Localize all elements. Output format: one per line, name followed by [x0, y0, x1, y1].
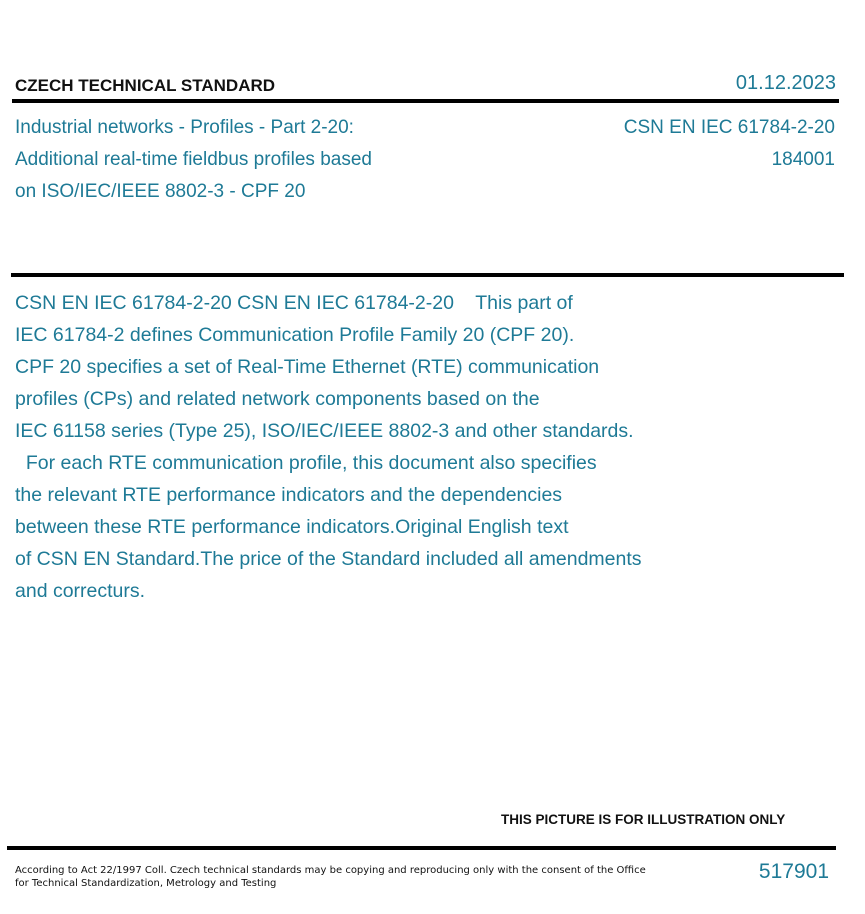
description-line: profiles (CPs) and related network components based on the — [15, 388, 540, 410]
description-line: the relevant RTE performance indicators and the dependencies — [15, 484, 563, 506]
illustration-disclaimer: THIS PICTURE IS FOR ILLUSTRATION ONLY — [501, 812, 786, 827]
description-block — [15, 287, 735, 607]
title-line: on ISO/IEC/IEEE 8802-3 - CPF 20 — [15, 181, 306, 202]
legal-notice-line: According to Act 22/1997 Coll. Czech technical standards may be copying and reproducing only with the consent of the Office — [15, 865, 646, 876]
title-line: Industrial networks - Profiles - Part 2-20: — [15, 117, 354, 138]
description-line: CPF 20 specifies a set of Real-Time Ethernet (RTE) communication — [15, 356, 600, 378]
legal-notice — [15, 864, 646, 890]
standard-code: CSN EN IEC 61784-2-20 — [623, 117, 835, 138]
title-divider — [11, 273, 844, 277]
title-line: Additional real-time fieldbus profiles based — [15, 149, 372, 170]
catalog-number: 184001 — [771, 149, 835, 170]
description-line: CSN EN IEC 61784-2-20 CSN EN IEC 61784-2-20 This part of — [15, 292, 573, 314]
description-line: IEC 61784-2 defines Communication Profile Family 20 (CPF 20). — [15, 324, 575, 346]
description-line: of CSN EN Standard.The price of the Standard included all amendments — [15, 548, 642, 570]
description-line: between these RTE performance indicators.Original English text — [15, 516, 569, 538]
description-line: For each RTE communication profile, this document also specifies — [15, 452, 597, 474]
description-line: and correcturs. — [15, 580, 146, 602]
footer-divider — [7, 846, 836, 850]
description-line: IEC 61158 series (Type 25), ISO/IEC/IEEE 8802-3 and other standards. — [15, 420, 634, 442]
document-type-label: CZECH TECHNICAL STANDARD — [15, 76, 276, 95]
publication-date: 01.12.2023 — [735, 72, 836, 94]
header-divider — [12, 99, 839, 103]
legal-notice-line: for Technical Standardization, Metrology and Testing — [15, 878, 277, 889]
product-number: 517901 — [758, 860, 829, 883]
